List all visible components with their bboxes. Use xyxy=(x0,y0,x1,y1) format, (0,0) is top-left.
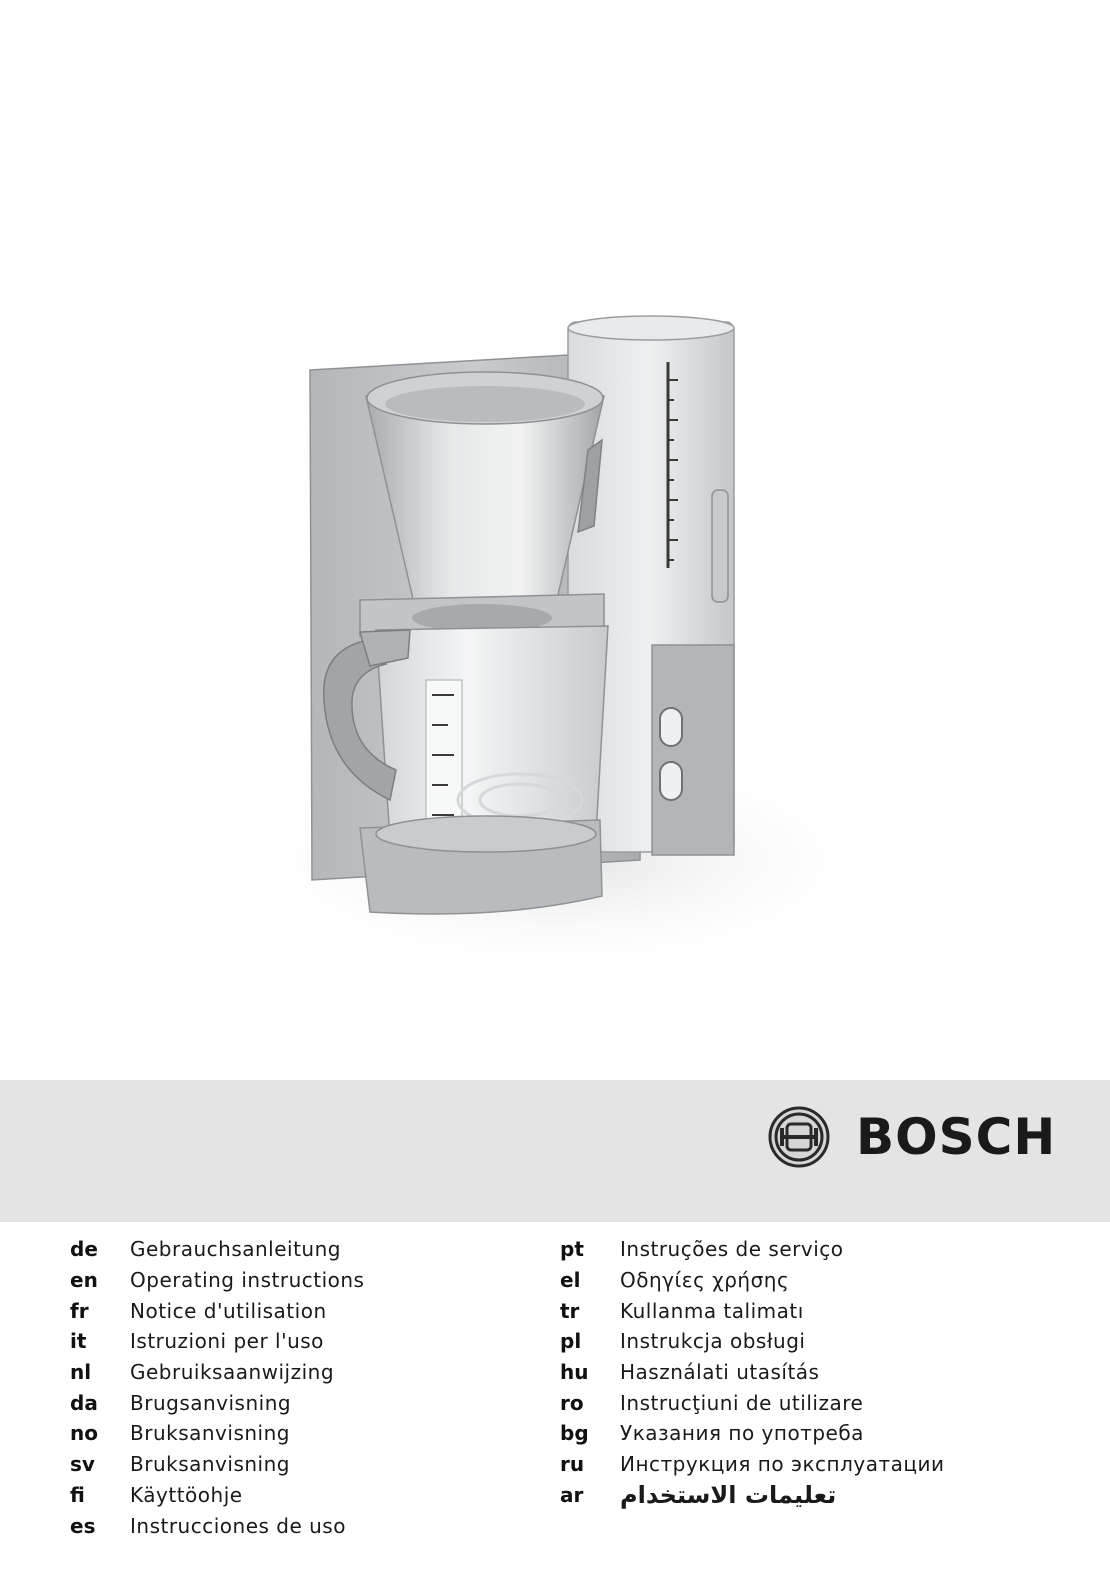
language-code: da xyxy=(70,1390,98,1415)
language-title: Gebruiksaanwijzing xyxy=(130,1360,335,1385)
language-row xyxy=(560,1387,944,1418)
language-list-right xyxy=(560,1234,944,1510)
language-row xyxy=(70,1418,364,1449)
language-title: Instrucţiuni de utilizare xyxy=(620,1390,864,1415)
language-code: fi xyxy=(70,1482,85,1507)
language-title: Bruksanvisning xyxy=(130,1452,290,1477)
language-row xyxy=(560,1234,944,1265)
language-title: Указания по употреба xyxy=(620,1421,864,1446)
language-title: Инструкция по эксплуатации xyxy=(620,1452,945,1477)
language-row xyxy=(70,1357,364,1388)
language-row xyxy=(560,1418,944,1449)
language-row xyxy=(70,1326,364,1357)
language-title: Istruzioni per l'uso xyxy=(130,1329,324,1354)
language-code: bg xyxy=(560,1421,589,1446)
language-row xyxy=(70,1387,364,1418)
language-title: Instrukcja obsługi xyxy=(620,1329,806,1354)
language-code: pl xyxy=(560,1329,582,1354)
language-code: pt xyxy=(560,1237,584,1262)
language-code: nl xyxy=(70,1360,92,1385)
language-code: ru xyxy=(560,1452,585,1477)
brand-name: BOSCH xyxy=(856,1108,1057,1166)
language-row xyxy=(70,1449,364,1480)
language-row xyxy=(560,1449,944,1480)
language-title: Οδηγίες χρήσης xyxy=(620,1268,790,1293)
language-row xyxy=(70,1295,364,1326)
language-code: ar xyxy=(560,1482,584,1507)
language-code: it xyxy=(70,1329,87,1354)
language-list-left xyxy=(70,1234,364,1541)
coffee-maker-illustration xyxy=(200,300,900,980)
language-row xyxy=(560,1480,944,1511)
language-row xyxy=(560,1326,944,1357)
language-title: Instrucciones de uso xyxy=(130,1513,346,1538)
language-title: Bruksanvisning xyxy=(130,1421,290,1446)
language-row xyxy=(70,1480,364,1511)
language-title: Notice d'utilisation xyxy=(130,1298,327,1323)
language-row xyxy=(70,1234,364,1265)
language-code: no xyxy=(70,1421,98,1446)
language-title: تعليمات الاستخدام xyxy=(620,1480,837,1509)
language-title: Operating instructions xyxy=(130,1268,365,1293)
language-row xyxy=(70,1510,364,1541)
language-code: fr xyxy=(70,1298,89,1323)
language-title: Használati utasítás xyxy=(620,1360,820,1385)
language-row xyxy=(560,1357,944,1388)
language-code: sv xyxy=(70,1452,95,1477)
language-row xyxy=(560,1265,944,1296)
language-code: el xyxy=(560,1268,581,1293)
language-code: tr xyxy=(560,1298,580,1323)
language-title: Käyttöohje xyxy=(130,1482,243,1507)
language-row xyxy=(70,1265,364,1296)
language-title: Instruções de serviço xyxy=(620,1237,844,1262)
language-code: de xyxy=(70,1237,98,1262)
language-code: ro xyxy=(560,1390,584,1415)
language-row xyxy=(560,1295,944,1326)
language-title: Gebrauchsanleitung xyxy=(130,1237,341,1262)
language-code: en xyxy=(70,1268,98,1293)
language-code: hu xyxy=(560,1360,589,1385)
bosch-logo-icon xyxy=(768,1106,830,1168)
language-title: Kullanma talimatı xyxy=(620,1298,804,1323)
language-code: es xyxy=(70,1513,96,1538)
language-title: Brugsanvisning xyxy=(130,1390,292,1415)
